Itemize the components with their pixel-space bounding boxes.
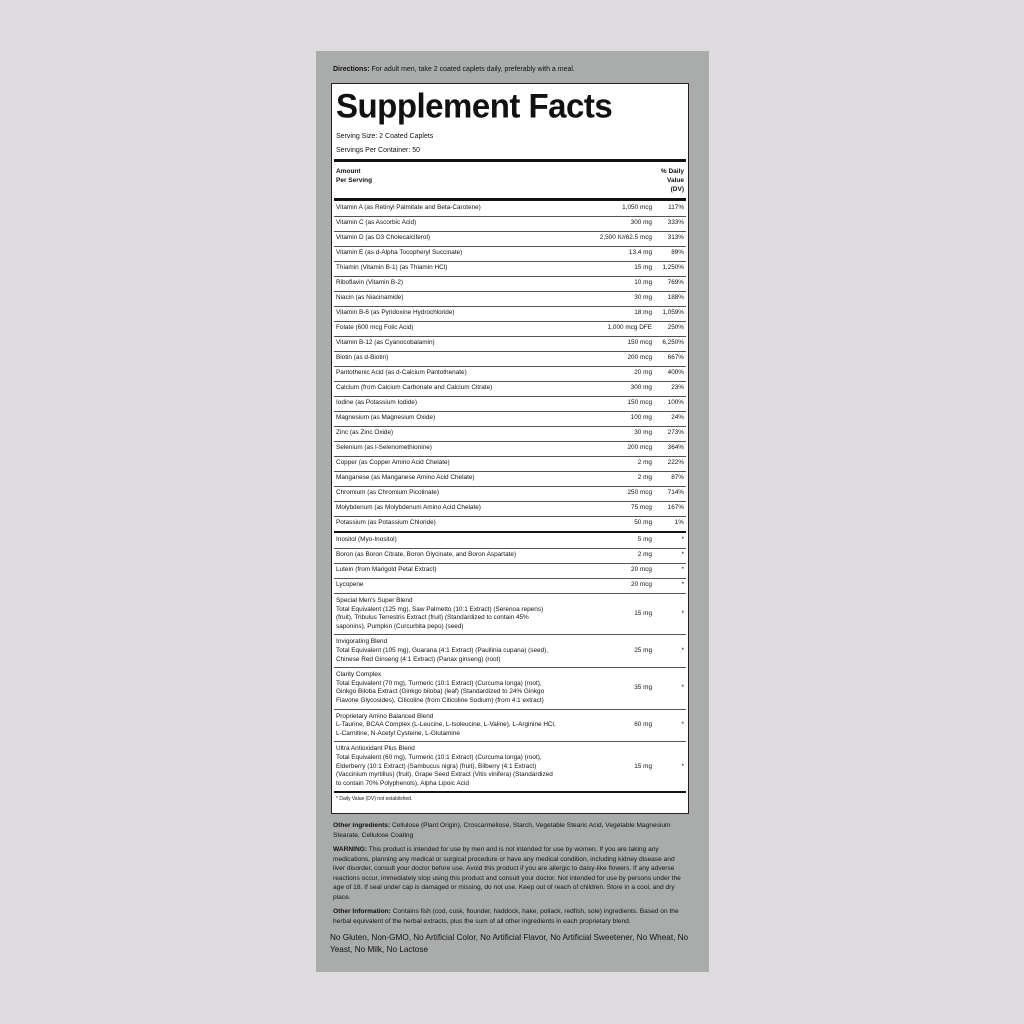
blend-amount: 15 mg (558, 742, 654, 792)
nutrient-row (334, 306, 686, 321)
nutrient-name: Selenium (as l-Selenomethionine) (334, 441, 571, 456)
other-information-label: Other Information: (333, 908, 391, 915)
nutrient-row (334, 533, 686, 548)
nutrient-dv: 23% (654, 381, 686, 396)
nutrient-dv: 6,250% (654, 336, 686, 351)
nutrient-row (334, 276, 686, 291)
servings-per-container: Servings Per Container: 50 (336, 147, 421, 154)
blend-cell (334, 635, 558, 668)
blend-row (334, 635, 686, 668)
warning-label: WARNING: (333, 846, 368, 853)
nutrient-dv: 24% (654, 411, 686, 426)
nutrient-row (334, 216, 686, 231)
warning-text: This product is intended for use by men and is not intended for use by women. If you are taking any medications, planning any medical or surgical procedure or have any medical condition, including kidney disease and liver disorder, consult your doctor before use. Avoid this product if you are allergic to daisy-like flowers. If any adverse reactions occur, immediately stop using this product and consult your doctor. Not intended for use by persons under the age of 18. If seal under cap is damaged or missing, do not use. Keep out of reach of children. Store in a cool, and dry place. (333, 846, 681, 901)
nutrient-dv: 1% (654, 516, 686, 531)
nutrient-dv: 714% (654, 486, 686, 501)
other-ingredients-label: Other ingredients: (333, 822, 391, 829)
nutrient-row (334, 411, 686, 426)
nutrient-amount: 1,050 mcg (571, 201, 654, 216)
nutrient-amount: 2 mg (571, 471, 654, 486)
blend-name: Proprietary Amino Balanced Blend (336, 712, 434, 720)
nutrient-amount: 18 mg (571, 306, 654, 321)
nutrient-row (334, 396, 686, 411)
directions-text: For adult men, take 2 coated caplets daily, preferably with a meal. (369, 66, 575, 73)
amount-header (336, 167, 372, 185)
thick-divider (334, 791, 686, 793)
thick-divider (334, 159, 686, 162)
nutrient-amount: 13.4 mg (571, 246, 654, 261)
nutrient-row (334, 548, 686, 563)
nutrient-dv: 1,250% (654, 261, 686, 276)
nutrient-name: Pantothenic Acid (as d-Calcium Pantothenate) (334, 366, 571, 381)
blend-name: Invigorating Blend (336, 638, 388, 646)
nutrient-row (334, 336, 686, 351)
nutrient-dv: 667% (654, 351, 686, 366)
dv-footnote: * Daily Value (DV) not established. (336, 796, 413, 802)
blend-amount: 35 mg (558, 668, 654, 709)
nutrient-dv: 313% (654, 231, 686, 246)
blend-row (334, 668, 686, 709)
nutrient-name: Vitamin B-12 (as Cyanocobalamin) (334, 336, 571, 351)
nutrient-row (334, 201, 686, 216)
blend-amount: 25 mg (558, 635, 654, 668)
nutrient-dv: * (654, 548, 686, 563)
blend-amount: 60 mg (558, 709, 654, 742)
vitamins-table (334, 201, 686, 532)
nutrient-row (334, 578, 686, 593)
nutrient-amount: 10 mg (571, 276, 654, 291)
blend-name: Ultra Antioxidant Plus Blend (336, 745, 415, 753)
others-table (334, 533, 686, 594)
nutrient-name: Magnesium (as Magnesium Oxide) (334, 411, 571, 426)
blend-cell (334, 668, 558, 709)
nutrient-name: Lutein (from Marigold Petal Extract) (334, 563, 616, 578)
dv-header-line2: Value (667, 177, 684, 184)
nutrient-dv: 222% (654, 456, 686, 471)
facts-title: Supplement Facts (336, 86, 613, 125)
nutrient-name: Vitamin D (as D3 Cholecalciferol) (334, 231, 571, 246)
warning (333, 845, 687, 903)
nutrient-dv: 364% (654, 441, 686, 456)
nutrient-row (334, 246, 686, 261)
nutrient-amount: 300 mg (571, 216, 654, 231)
nutrient-amount: 20 mg (571, 366, 654, 381)
nutrient-name: Inositol (Myo-Inositol) (334, 533, 616, 548)
blend-description: Total Equivalent (105 mg), Guarana (4:1 Extract) (Paullinia cupana) (seed), Chinese Red Ginseng (4:1 Extract) (Panax ginseng) (root) (336, 646, 549, 663)
blend-description: Total Equivalent (70 mg), Turmeric (10:1 Extract) (Curcuma longa) (root), Ginkgo Biloba Extract (Ginkgo biloba) (leaf) (Standardized to 24% Ginkgo Flavone Glycosides), Citicoline (from Citicoline Sodium) (from 4:1 extract) (336, 679, 545, 704)
blend-cell (334, 594, 558, 635)
directions (333, 65, 703, 74)
blend-dv: * (654, 668, 686, 709)
blend-amount: 15 mg (558, 594, 654, 635)
nutrient-row (334, 231, 686, 246)
nutrient-name: Vitamin E (as d-Alpha Tocopheryl Succinate) (334, 246, 571, 261)
nutrient-name: Manganese (as Manganese Amino Acid Chelate) (334, 471, 571, 486)
blend-row (334, 709, 686, 742)
other-information-text: Contains fish (cod, cusk, flounder, haddock, hake, pollack, redfish, sole) ingredients. Based on the herbal equivalent of the herbal extracts, plus the sum of all other ingredients in each proprietary blend. (333, 908, 679, 925)
nutrient-dv: 100% (654, 396, 686, 411)
dv-header-line1: % Daily (660, 168, 684, 175)
nutrient-name: Iodine (as Potassium Iodide) (334, 396, 571, 411)
nutrient-dv: 167% (654, 501, 686, 516)
nutrient-amount: 2 mg (571, 456, 654, 471)
blend-dv: * (654, 709, 686, 742)
nutrient-amount: 2,500 IU/62.5 mcg (571, 231, 654, 246)
blend-cell (334, 709, 558, 742)
nutrient-row (334, 486, 686, 501)
nutrient-amount: 20 mcg (616, 563, 654, 578)
blend-name: Clarity Complex (336, 671, 382, 679)
nutrient-name: Vitamin B-6 (as Pyridoxine Hydrochloride) (334, 306, 571, 321)
amount-header-line2: Per Serving (336, 177, 373, 184)
other-information (333, 907, 687, 926)
nutrient-row (334, 441, 686, 456)
nutrient-dv: 333% (654, 216, 686, 231)
nutrient-dv: * (654, 533, 686, 548)
blend-dv: * (654, 742, 686, 792)
nutrient-amount: 300 mg (571, 381, 654, 396)
nutrient-name: Biotin (as d-Biotin) (334, 351, 571, 366)
other-ingredients (333, 821, 687, 840)
free-from-statement: No Gluten, Non-GMO, No Artificial Color, No Artificial Flavor, No Artificial Sweetener, No Wheat, No Yeast, No Milk, No Lactose (330, 933, 689, 954)
nutrient-name: Zinc (as Zinc Oxide) (334, 426, 571, 441)
nutrient-row (334, 563, 686, 578)
nutrient-amount: 75 mcg (571, 501, 654, 516)
nutrient-row (334, 501, 686, 516)
blend-description: Total Equivalent (60 mg), Turmeric (10:1 Extract) (Curcuma longa) (root), Elderberry (10:1 Extract) (Sambucus nigra) (fruit), Bilberry (4:1 Extract) (Vaccinium myrtillus) (fruit), Grape Seed Extract (Vitis vinifera) (Standardized to contain 70% Polyphenols), Alpha Lipoic Acid (336, 753, 553, 787)
nutrient-amount: 15 mg (571, 261, 654, 276)
nutrient-dv: 89% (654, 246, 686, 261)
nutrient-amount: 200 mcg (571, 441, 654, 456)
blends-table (334, 594, 686, 792)
nutrient-amount: 150 mcg (571, 336, 654, 351)
nutrient-amount: 30 mg (571, 291, 654, 306)
nutrient-amount: 200 mcg (571, 351, 654, 366)
nutrient-row (334, 456, 686, 471)
blend-name: Special Men's Super Blend (336, 597, 413, 604)
nutrient-dv: 250% (654, 321, 686, 336)
blend-description: Total Equivalent (125 mg), Saw Palmetto (10:1 Extract) (Serenoa repens) (fruit), Tribulus Terrestris Extract (fruit) (Standardized to contain 45% saponins), Pumpkin (Curcurbita pepo) (seed) (336, 605, 544, 630)
nutrient-row (334, 426, 686, 441)
serving-size: Serving Size: 2 Coated Caplets (336, 133, 434, 140)
blend-row (334, 594, 686, 635)
nutrient-name: Molybdenum (as Molybdenum Amino Acid Chelate) (334, 501, 571, 516)
nutrient-name: Copper (as Copper Amino Acid Chelate) (334, 456, 571, 471)
nutrient-amount: 50 mg (571, 516, 654, 531)
nutrient-row (334, 291, 686, 306)
nutrient-dv: 1,059% (654, 306, 686, 321)
nutrient-dv: 87% (654, 471, 686, 486)
nutrient-amount: 250 mcg (571, 486, 654, 501)
other-ingredients-text: Cellulose (Plant Origin), Croscarmellose, Starch, Vegetable Stearic Acid, Vegetable Magnesium Stearate, Cellulose Coating (333, 822, 671, 839)
nutrient-name: Niacin (as Niacinamide) (334, 291, 571, 306)
nutrient-row (334, 321, 686, 336)
nutrient-name: Boron (as Boron Citrate, Boron Glycinate, and Boron Aspartate) (334, 548, 616, 563)
nutrient-name: Chromium (as Chromium Picolinate) (334, 486, 571, 501)
nutrient-row (334, 366, 686, 381)
nutrient-dv: 400% (654, 366, 686, 381)
nutrient-dv: 769% (654, 276, 686, 291)
nutrient-amount: 20 mcg (616, 578, 654, 593)
blend-cell (334, 742, 558, 792)
nutrient-name: Calcium (from Calcium Carbonate and Calcium Citrate) (334, 381, 571, 396)
nutrient-amount: 5 mg (616, 533, 654, 548)
supplement-facts-panel (331, 83, 689, 814)
nutrient-amount: 1,000 mcg DFE (571, 321, 654, 336)
nutrient-row (334, 351, 686, 366)
dv-header (661, 167, 684, 194)
nutrient-row (334, 261, 686, 276)
directions-label: Directions: (333, 66, 370, 73)
nutrient-dv: 117% (654, 201, 686, 216)
nutrient-dv: 188% (654, 291, 686, 306)
nutrient-name: Riboflavin (Vitamin B-2) (334, 276, 571, 291)
nutrient-row (334, 471, 686, 486)
blend-dv: * (654, 635, 686, 668)
nutrient-dv: * (654, 563, 686, 578)
nutrient-name: Vitamin C (as Ascorbic Acid) (334, 216, 571, 231)
nutrient-amount: 100 mg (571, 411, 654, 426)
nutrient-name: Lycopene (334, 578, 616, 593)
dv-header-line3: (DV) (670, 186, 684, 193)
nutrient-row (334, 381, 686, 396)
amount-header-line1: Amount (336, 168, 361, 175)
nutrient-name: Vitamin A (as Retinyl Palmitate and Beta-Carotene) (334, 201, 571, 216)
nutrient-name: Potassium (as Potassium Chloride) (334, 516, 571, 531)
nutrient-dv: * (654, 578, 686, 593)
blend-dv: * (654, 594, 686, 635)
nutrient-name: Thiamin (Vitamin B-1) (as Thiamin HCl) (334, 261, 571, 276)
blend-row (334, 742, 686, 792)
nutrient-dv: 273% (654, 426, 686, 441)
nutrient-row (334, 516, 686, 531)
nutrient-amount: 150 mcg (571, 396, 654, 411)
nutrient-amount: 2 mg (616, 548, 654, 563)
nutrient-name: Folate (600 mcg Folic Acid) (334, 321, 571, 336)
nutrient-amount: 30 mg (571, 426, 654, 441)
blend-description: L-Taurine, BCAA Complex (L-Leucine, L-Isoleucine, L-Valine), L-Arginine HCl, L-Carnitine, N-Acetyl Cysteine, L-Glutamine (336, 721, 556, 737)
